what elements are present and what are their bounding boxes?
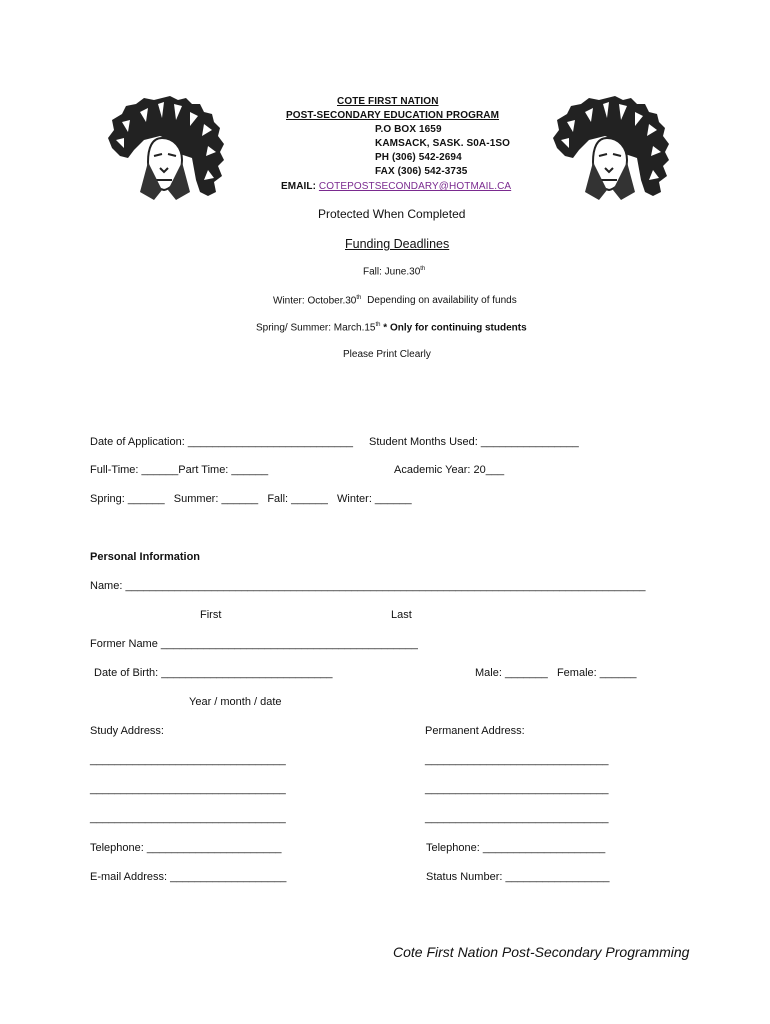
spring-deadline-text: Spring/ Summer: March.15	[256, 322, 376, 334]
spring-sup: th	[375, 322, 381, 328]
protected-notice: Protected When Completed	[318, 207, 466, 221]
winter-deadline-text: Winter: October.30	[273, 295, 357, 307]
permanent-address-line-2[interactable]: ______________________________	[425, 783, 609, 795]
study-telephone-field[interactable]: Telephone: ______________________	[90, 842, 282, 854]
dob-format-label: Year / month / date	[189, 696, 282, 708]
fall-deadline	[363, 266, 425, 277]
academic-year-field[interactable]: Academic Year: 20___	[394, 464, 505, 476]
address: KAMSACK, SASK. S0A-1SO	[375, 138, 510, 149]
status-number-field[interactable]: Status Number: _________________	[426, 871, 610, 883]
winter-sup: th	[356, 295, 362, 301]
email-address-field[interactable]: E-mail Address: ___________________	[90, 871, 287, 883]
org-name: COTE FIRST NATION	[337, 96, 439, 107]
fax: FAX (306) 542-3735	[375, 166, 468, 177]
email-line	[281, 180, 511, 194]
email-label: EMAIL:	[281, 181, 319, 192]
permanent-address-label: Permanent Address:	[425, 725, 525, 737]
last-name-label: Last	[391, 609, 412, 621]
study-address-line-2[interactable]: ________________________________	[90, 783, 286, 795]
student-months-field[interactable]: Student Months Used: ________________	[369, 436, 579, 448]
full-part-time-field[interactable]: Full-Time: ______Part Time: ______	[90, 464, 269, 476]
chief-headdress-logo-left	[100, 92, 230, 204]
spring-note: * Only for continuing students	[383, 322, 527, 334]
study-address-label: Study Address:	[90, 725, 164, 737]
permanent-address-line-1[interactable]: ______________________________	[425, 754, 609, 766]
study-address-line-1[interactable]: ________________________________	[90, 754, 286, 766]
former-name-field[interactable]: Former Name __________________________________________	[90, 638, 418, 650]
phone: PH (306) 542-2694	[375, 152, 462, 163]
date-of-birth-field[interactable]: Date of Birth: ____________________________	[94, 667, 333, 679]
study-address-line-3[interactable]: ________________________________	[90, 812, 286, 824]
winter-deadline	[273, 295, 517, 306]
chief-headdress-logo-right	[545, 92, 675, 204]
email-link[interactable]: COTEPOSTSECONDARY@HOTMAIL.CA	[318, 181, 512, 192]
permanent-telephone-field[interactable]: Telephone: ____________________	[426, 842, 606, 854]
personal-info-heading: Personal Information	[90, 551, 201, 563]
date-of-application-field[interactable]: Date of Application: ___________________________	[90, 436, 354, 448]
program-name: POST-SECONDARY EDUCATION PROGRAM	[286, 110, 500, 121]
po-box: P.O BOX 1659	[375, 124, 442, 135]
fall-deadline-text: Fall: June.30	[363, 266, 421, 278]
footer-text: Cote First Nation Post-Secondary Programming	[393, 944, 690, 960]
permanent-address-line-3[interactable]: ______________________________	[425, 812, 609, 824]
name-field[interactable]: Name: _____________________________________________________________________________________	[90, 580, 646, 592]
fall-sup: th	[420, 266, 426, 272]
gender-field[interactable]: Male: _______ Female: ______	[475, 667, 637, 679]
terms-field[interactable]: Spring: ______ Summer: ______ Fall: ______ Winter: ______	[90, 493, 412, 505]
winter-note: Depending on availability of funds	[367, 295, 517, 307]
first-name-label: First	[200, 609, 222, 621]
print-clearly: Please Print Clearly	[343, 349, 431, 360]
funding-title: Funding Deadlines	[345, 237, 450, 251]
spring-deadline	[256, 322, 527, 333]
